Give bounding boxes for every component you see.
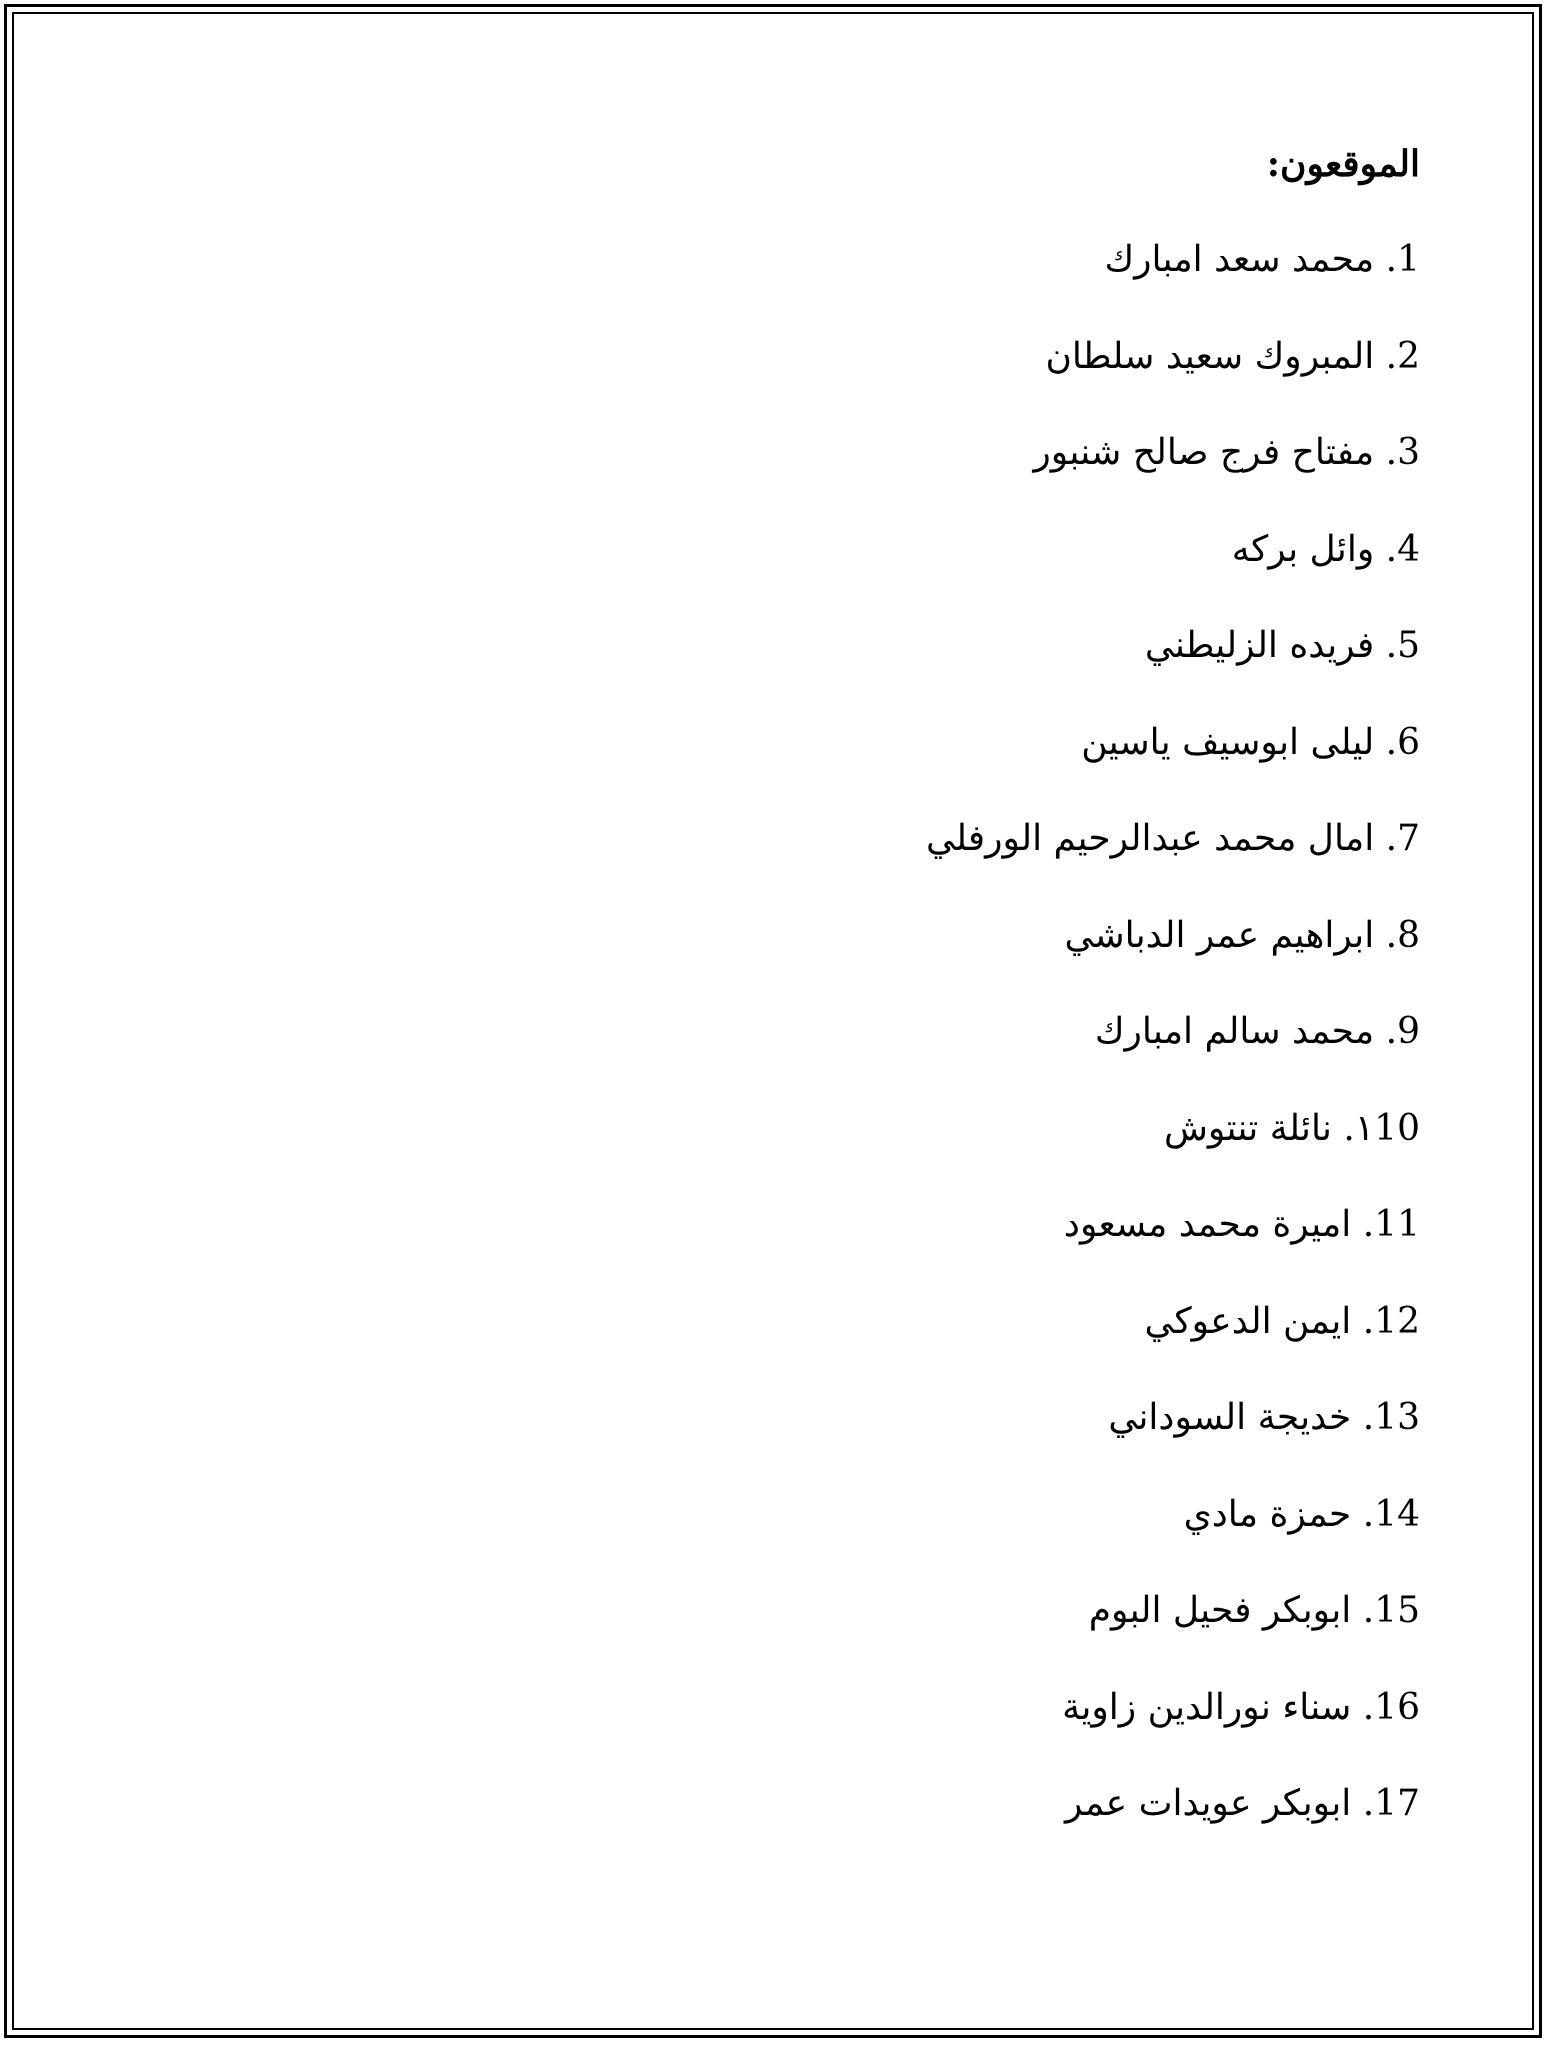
signatory-item: 4. وائل بركه	[1231, 528, 1420, 570]
signatory-item: 15. ابوبكر فحيل البوم	[1088, 1590, 1420, 1631]
signatory-item: 11. اميرة محمد مسعود	[1063, 1204, 1420, 1245]
signatory-item: 8. ابراهيم عمر الدباشي	[1064, 914, 1420, 956]
signatory-item: 7. امال محمد عبدالرحيم الورفلي	[926, 818, 1420, 859]
signatories-list	[220, 228, 1420, 1836]
document-body	[220, 132, 1420, 1869]
signatory-item: 1. محمد سعد امبارك	[1104, 239, 1420, 280]
signatory-item: 14. حمزة مادي	[1183, 1493, 1420, 1535]
signatory-item: 5. فريده الزليطني	[1144, 625, 1420, 666]
signatory-item: 12. ايمن الدعوكي	[1144, 1300, 1420, 1342]
signatory-item: 6. ليلى ابوسيف ياسين	[1081, 721, 1420, 763]
signatory-item: 17. ابوبكر عويدات عمر	[1064, 1783, 1420, 1824]
signatory-item: 2. المبروك سعيد سلطان	[1045, 335, 1420, 377]
signatory-item: 3. مفتاح فرج صالح شنبور	[1033, 432, 1420, 473]
signatory-item: 9. محمد سالم امبارك	[1094, 1011, 1420, 1052]
signatories-heading: الموقعون:	[1266, 143, 1420, 185]
signatory-item: 13. خديجة السوداني	[1108, 1397, 1420, 1438]
signatory-item: 16. سناء نورالدين زاوية	[1062, 1686, 1420, 1728]
signatory-item: ١10. نائلة تنتوش	[1163, 1107, 1420, 1149]
